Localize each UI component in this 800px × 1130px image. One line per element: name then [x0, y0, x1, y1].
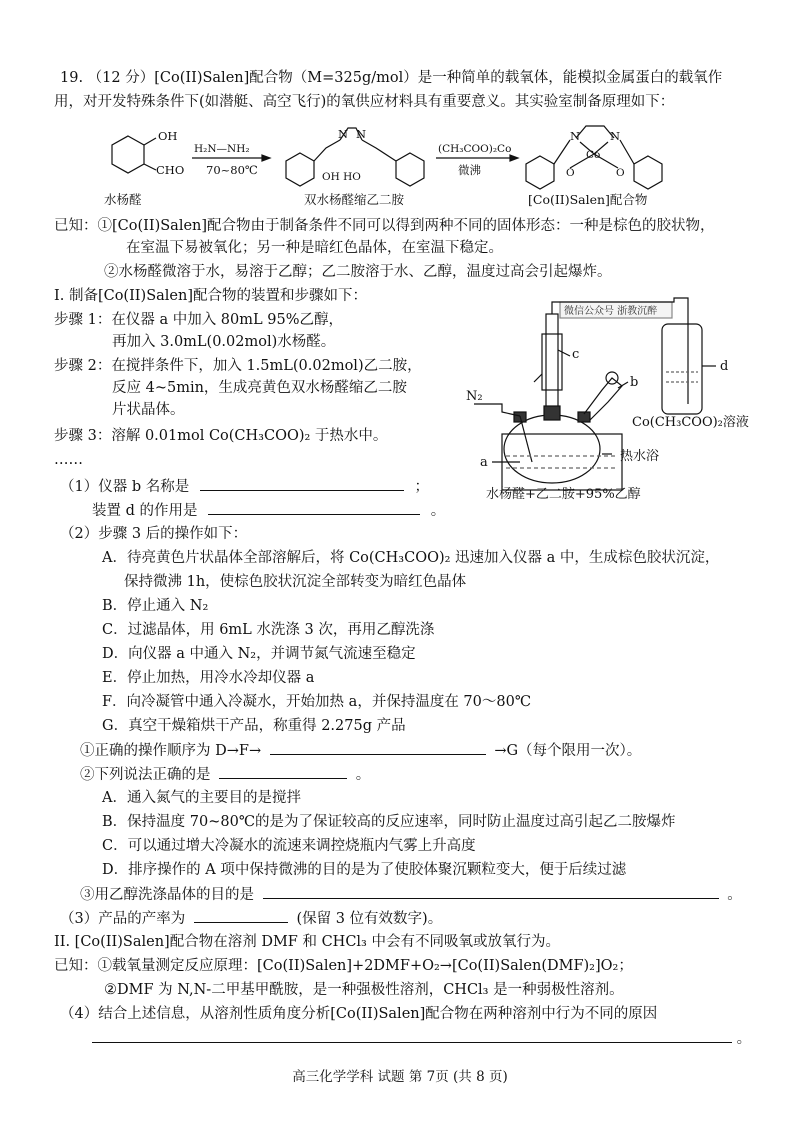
q1-line2: [92, 500, 445, 521]
watermark-text: 微信公众号 浙教沉醉: [564, 306, 658, 317]
absorption-bottle-d: [662, 324, 702, 414]
label-b: b: [630, 375, 639, 390]
label-cobalt-solution: Co(CH₃COO)₂溶液: [632, 415, 749, 430]
known-2: ②水杨醛微溶于水，易溶于乙醇；乙二胺溶于水、乙醇，温度过高会引起爆炸。: [104, 264, 612, 280]
option-a-line2: 保持微沸 1h，使棕色胶状沉淀全部转变为暗红色晶体: [124, 574, 467, 590]
statement-b: B．保持温度 70~80℃的是为了保证较高的反应速率，同时防止温度过高引起乙二胺爆炸: [102, 814, 676, 830]
step1-line2: 再加入 3.0mL(0.02mol)水杨醛。: [112, 334, 336, 350]
flask-a: [504, 415, 600, 483]
answer-blank-d[interactable]: [208, 500, 420, 515]
benzene-ring-5: [634, 156, 662, 189]
answer-blank-ethanol[interactable]: [263, 884, 719, 899]
option-g: G．真空干燥箱烘干产品，称重得 2.275g 产品: [102, 718, 406, 734]
benzene-ring-4: [526, 156, 554, 189]
q2-sub2-prompt: ②下列说法正确的是: [80, 767, 211, 783]
statement-d: D．排序操作的 A 项中保持微沸的目的是为了使胶体聚沉颗粒变大，便于后续过滤: [102, 862, 627, 878]
q2-sub3-prompt: ③用乙醇洗涤晶体的目的是: [80, 887, 254, 903]
known-1: 已知：①[Co(II)Salen]配合物由于制备条件不同可以得到两种不同的固体形态：一种是棕色的胶状物，: [54, 218, 715, 234]
n-label-3: N: [570, 129, 581, 143]
q2-sub1-prompt: ①正确的操作顺序为 D→F→: [80, 743, 262, 759]
step2-line3: 片状晶体。: [112, 402, 185, 418]
reagent-cobalt-acetate: (CH₃COO)₂Co: [438, 143, 512, 155]
reagent-ethylenediamine: H₂N⁠—⁠NH₂: [194, 143, 250, 155]
salicylaldehyde-caption: 水杨醛: [104, 192, 142, 207]
label-c: c: [572, 347, 580, 362]
q2-title: （2）步骤 3 后的操作如下：: [60, 526, 248, 542]
condition-boil: 微沸: [458, 163, 481, 177]
q2-sub1: [80, 740, 641, 761]
reaction-scheme: [100, 118, 760, 213]
ellipsis: ……: [54, 452, 83, 468]
condenser-c: [546, 314, 558, 414]
label-water-bath: 热水浴: [620, 449, 660, 464]
q3-prompt: （3）产品的产率为: [60, 911, 186, 927]
option-c: C．过滤晶体，用 6mL 水洗涤 3 次，再用乙醇洗涤: [102, 622, 435, 638]
oh-label: OH: [158, 129, 178, 143]
answer-blank-reason[interactable]: [92, 1028, 732, 1043]
known-1-cont: 在室温下易被氧化；另一种是暗红色晶体，在室温下稳定。: [126, 240, 503, 256]
label-mixture: 水杨醛+乙二胺+95%乙醇: [486, 487, 641, 502]
label-a: a: [480, 455, 488, 470]
option-e: E．停止加热，用冷水冷却仪器 a: [102, 670, 315, 686]
answer-blank-correct[interactable]: [219, 764, 347, 779]
q2-sub3-end: 。: [727, 887, 742, 903]
part1-title: I. 制备[Co(II)Salen]配合物的装置和步骤如下：: [54, 288, 367, 304]
n-label-1: N: [338, 127, 349, 141]
q2-sub3: [80, 884, 742, 905]
n-label-4: N: [610, 129, 621, 143]
condition-temp: 70~80℃: [206, 163, 258, 177]
q3-end: (保留 3 位有效数字)。: [296, 911, 443, 927]
q1-prompt-b: （1）仪器 b 名称是: [60, 479, 190, 495]
q2-sub2: [80, 764, 370, 785]
option-b: B．停止通入 N₂: [102, 598, 209, 614]
q4: （4）结合上述信息，从溶剂性质角度分析[Co(II)Salen]配合物在两种溶剂中行为不同的原因: [60, 1006, 658, 1022]
benzene-ring-1: [112, 136, 144, 173]
page-footer: 高三化学学科 试题 第 7页 (共 8 页): [292, 1069, 508, 1085]
option-d: D．向仪器 a 中通入 N₂，并调节氮气流速至稳定: [102, 646, 416, 662]
q4-end: 。: [736, 1031, 752, 1047]
step3: 步骤 3：溶解 0.01mol Co(CH₃COO)₂ 于热水中。: [54, 428, 388, 444]
q1-prompt-d: 装置 d 的作用是: [92, 503, 198, 519]
q1-end: ；: [414, 479, 429, 495]
q2-sub1-end: →G（每个限用一次）。: [494, 743, 642, 759]
o-label-2: O: [616, 167, 625, 179]
o-label-1: O: [566, 167, 575, 179]
benzene-ring-3: [396, 153, 424, 186]
oh-ho-label: OH HO: [322, 171, 361, 183]
apparatus-diagram: [462, 294, 762, 506]
answer-blank-yield[interactable]: [194, 908, 288, 923]
q2-sub2-end: 。: [355, 767, 371, 783]
option-a-line1: A．待亮黄色片状晶体全部溶解后，将 Co(CH₃COO)₂ 迅速加入仪器 a 中，生成棕色胶状沉淀，: [102, 550, 720, 566]
statement-a: A．通入氮气的主要目的是搅拌: [102, 790, 301, 806]
label-n2: N₂: [466, 389, 483, 404]
product-caption: [Co(II)Salen]配合物: [528, 192, 648, 207]
q4-answer-line: [92, 1028, 751, 1049]
answer-blank-order[interactable]: [270, 740, 486, 755]
question-header-cont: 用，对开发特殊条件下(如潜艇、高空飞行)的氧供应材料具有重要意义。其实验室制备原理如下：: [54, 94, 675, 110]
known2-1: 已知：①载氧量测定反应原理：[Co(II)Salen]+2DMF+O₂→[Co(II)Salen(DMF)₂]O₂；: [54, 958, 633, 974]
step2-line1: 步骤 2：在搅拌条件下，加入 1.5mL(0.02mol)乙二胺，: [54, 358, 422, 374]
part2-title: II. [Co(II)Salen]配合物在溶剂 DMF 和 CHCl₃ 中会有不同吸氧或放氧行为。: [54, 934, 560, 950]
n2-inlet-tube: [474, 404, 520, 416]
step2-line2: 反应 4~5min，生成亮黄色双水杨醛缩乙二胺: [112, 380, 407, 396]
ligand-caption: 双水杨醛缩乙二胺: [304, 192, 405, 207]
co-label: Co: [586, 149, 601, 161]
option-f: F．向冷凝管中通入冷凝水，开始加热 a，并保持温度在 70～80℃: [102, 694, 532, 710]
q1b-end: 。: [430, 503, 446, 519]
n-label-2: N: [356, 127, 367, 141]
benzene-ring-2: [286, 153, 314, 186]
question-header: 19. （12 分）[Co(II)Salen]配合物（M=325g/mol）是一种简单的载氧体，能模拟金属蛋白的载氧作: [60, 70, 723, 86]
answer-blank-b[interactable]: [200, 476, 404, 491]
statement-c: C．可以通过增大冷凝水的流速来调控烧瓶内气雾上升高度: [102, 838, 476, 854]
cho-label: CHO: [156, 163, 185, 177]
known2-2: ②DMF 为 N,N-二甲基甲酰胺，是一种强极性溶剂，CHCl₃ 是一种弱极性溶剂。: [104, 982, 624, 998]
label-d: d: [720, 359, 729, 374]
q1-line1: [60, 476, 429, 497]
q3: [60, 908, 442, 929]
step1-line1: 步骤 1：在仪器 a 中加入 80mL 95%乙醇，: [54, 312, 343, 328]
